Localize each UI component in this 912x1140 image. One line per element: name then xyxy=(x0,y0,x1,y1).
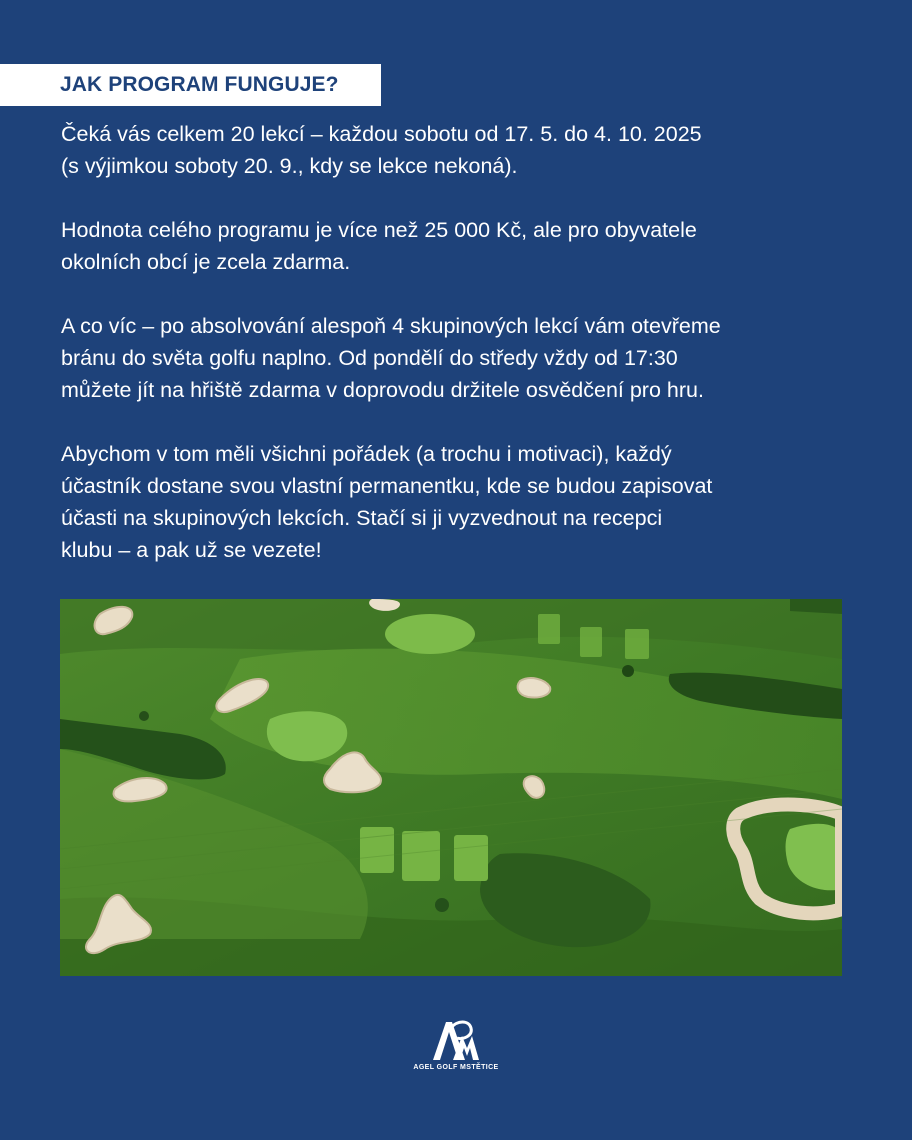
club-logo xyxy=(356,1018,556,1082)
agel-golf-logo-icon xyxy=(429,1018,483,1062)
paragraph-course-access: A co víc – po absolvování alespoň 4 skupinových lekcí vám otevřeme bránu do světa golfu naplno. Od pondělí do středy vždy od 17:30 můžete jít na hřiště zdarma v doprovodu držitele osvědčení pro hru. xyxy=(61,314,721,402)
section-heading: JAK PROGRAM FUNGUJE? xyxy=(60,73,339,96)
paragraph-value: Hodnota celého programu je více než 25 000 Kč, ale pro obyvatele okolních obcí je zcela zdarma. xyxy=(61,218,697,274)
paragraph-pass: Abychom v tom měli všichni pořádek (a trochu i motivaci), každý účastník dostane svou vlastní permanentku, kde se budou zapisovat účasti na skupinových lekcích. Stačí si ji vyzvednout na recepci klubu – a pak už se vezete! xyxy=(61,442,713,562)
section-heading-tab xyxy=(0,64,381,106)
club-logo-text: AGEL GOLF MSTĚTICE xyxy=(413,1064,499,1071)
paragraph-schedule: Čeká vás celkem 20 lekcí – každou sobotu od 17. 5. do 4. 10. 2025 (s výjimkou soboty 20. 9., kdy se lekce nekoná). xyxy=(61,122,702,178)
body-text xyxy=(61,118,861,598)
golf-course-aerial-photo xyxy=(60,599,842,976)
